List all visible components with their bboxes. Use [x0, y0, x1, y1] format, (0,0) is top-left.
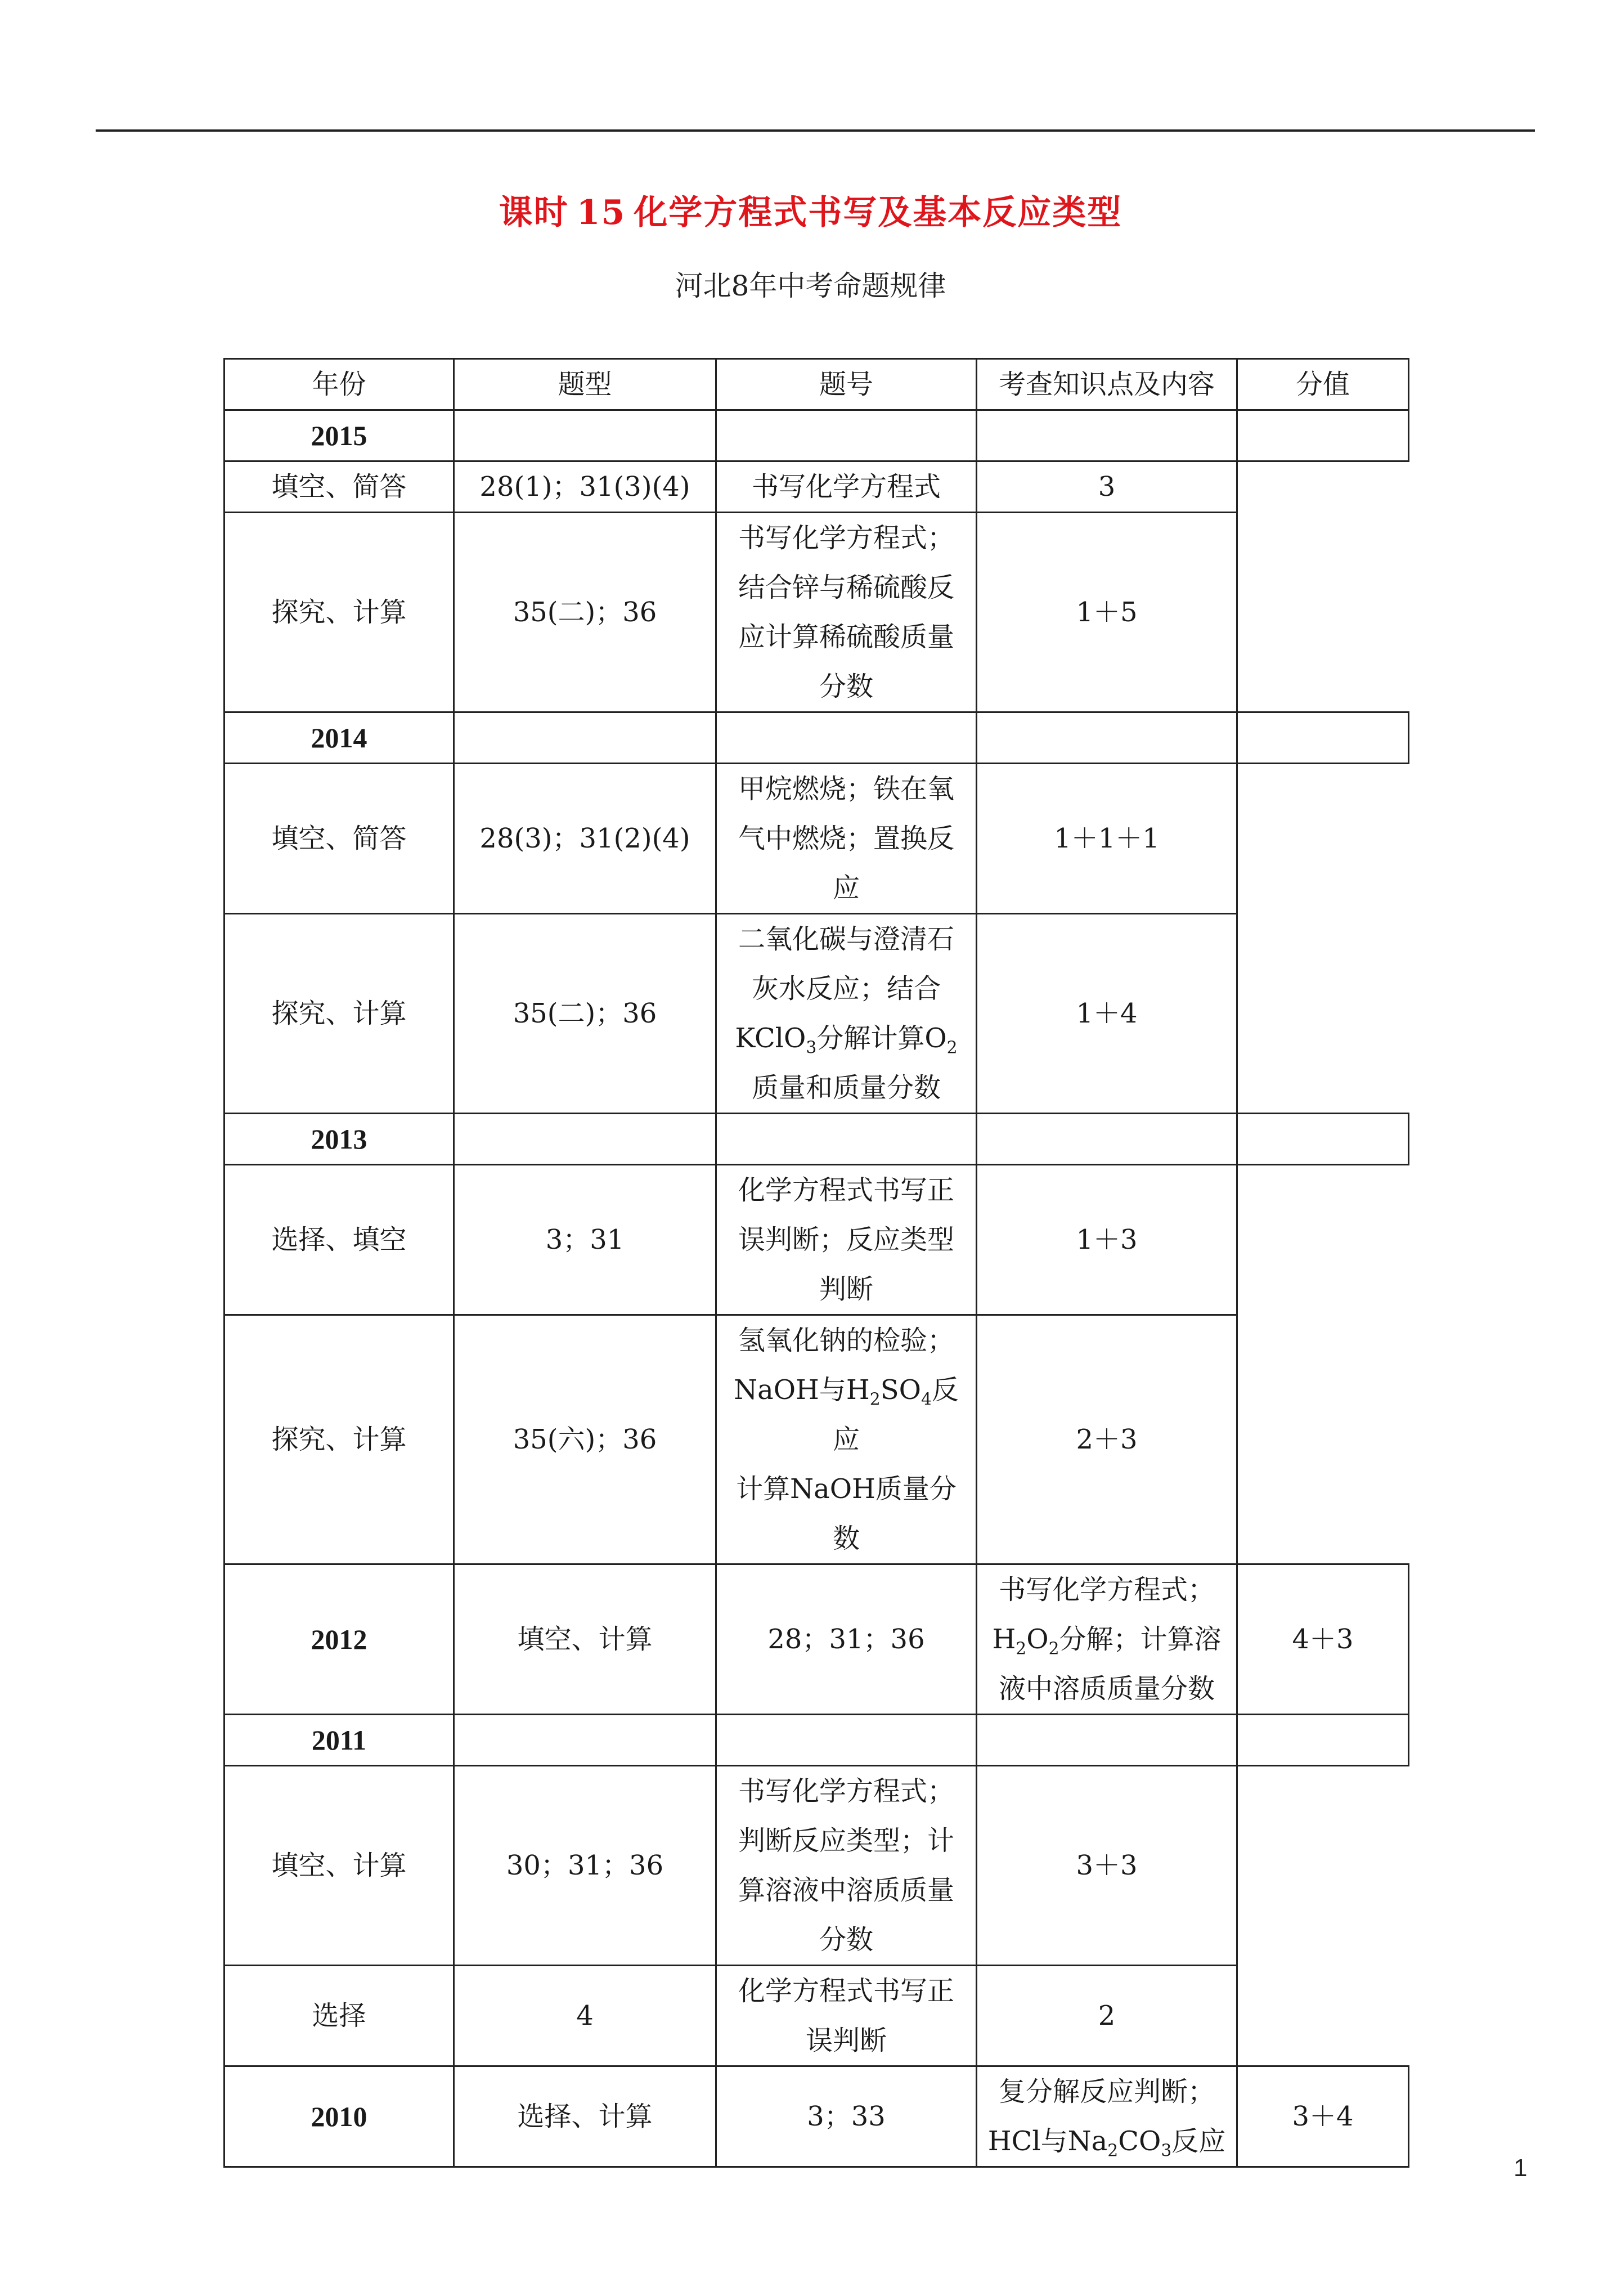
content-line: 判断 — [819, 1273, 873, 1305]
content-line: 二氧化碳与澄清石 — [738, 923, 954, 955]
cell-type — [454, 1715, 716, 1766]
cell-type: 选择、填空 — [224, 1165, 454, 1315]
content-line: 分数 — [819, 671, 873, 702]
cell-year: 2010 — [224, 2066, 454, 2167]
cell-content — [977, 1114, 1237, 1165]
cell-year: 2014 — [224, 712, 454, 764]
content-line: 书写化学方程式； — [738, 522, 954, 554]
title-text: 化学方程式书写及基本反应类型 — [634, 193, 1122, 232]
header-number: 题号 — [716, 359, 977, 410]
cell-number — [716, 410, 977, 461]
cell-year: 2012 — [224, 1564, 454, 1715]
cell-number: 4 — [454, 1966, 716, 2066]
cell-number: 28(1)；31(3)(4) — [454, 461, 716, 513]
title-prefix: 课时 — [499, 193, 569, 232]
content-line: 甲烷燃烧；铁在氧 — [738, 773, 954, 805]
cell-score: 3＋3 — [977, 1766, 1237, 1966]
cell-content — [716, 513, 977, 712]
cell-content — [977, 712, 1237, 764]
cell-type: 探究、计算 — [224, 1315, 454, 1564]
content-line: 计算NaOH质量分 — [736, 1473, 957, 1505]
content-line: 书写化学方程式； — [998, 1574, 1215, 1606]
cell-number: 30；31；36 — [454, 1766, 716, 1966]
cell-content — [977, 2066, 1237, 2167]
cell-score — [1237, 1114, 1409, 1165]
cell-score: 2 — [977, 1966, 1237, 2066]
content-line: 分数 — [819, 1924, 873, 1956]
cell-type: 填空、计算 — [454, 1564, 716, 1715]
content-line: 书写化学方程式 — [751, 471, 941, 503]
cell-type — [454, 712, 716, 764]
table-row — [224, 2066, 1409, 2167]
cell-score: 1＋4 — [977, 914, 1237, 1114]
cell-score: 1＋3 — [977, 1165, 1237, 1315]
table-year-row — [224, 712, 1409, 764]
cell-year: 2013 — [224, 1114, 454, 1165]
cell-type: 探究、计算 — [224, 513, 454, 712]
cell-number: 3；33 — [716, 2066, 977, 2167]
cell-year: 2015 — [224, 410, 454, 461]
content-line: KClO$_3$分解计算$O_2$ — [735, 1023, 958, 1058]
cell-number: 35(二)；36 — [454, 513, 716, 712]
content-line: 应 — [832, 872, 860, 904]
content-line: HCl与$Na_2CO_3$反应 — [987, 2125, 1226, 2161]
cell-content — [716, 764, 977, 914]
content-line: 氢氧化钠的检验； — [738, 1325, 954, 1356]
content-line: 数 — [832, 1523, 860, 1554]
cell-type: 填空、计算 — [224, 1766, 454, 1966]
content-line: 应计算稀硫酸质量 — [738, 621, 954, 653]
content-line: 液中溶质质量分数 — [998, 1673, 1215, 1705]
header-type: 题型 — [454, 359, 716, 410]
table-row — [224, 461, 1409, 513]
table-row — [224, 1165, 1409, 1315]
cell-number: 35(六)；36 — [454, 1315, 716, 1564]
cell-score: 1＋1＋1 — [977, 764, 1237, 914]
cell-content — [716, 461, 977, 513]
table-year-row — [224, 410, 1409, 461]
content-line: 灰水反应；结合 — [751, 973, 941, 1004]
cell-score: 3＋4 — [1237, 2066, 1409, 2167]
table-header-row — [224, 359, 1409, 410]
cell-content — [716, 1165, 977, 1315]
cell-score: 1＋5 — [977, 513, 1237, 712]
header-content: 考查知识点及内容 — [977, 359, 1237, 410]
table-row — [224, 1966, 1409, 2066]
content-line: 书写化学方程式； — [738, 1775, 954, 1807]
cell-type: 探究、计算 — [224, 914, 454, 1114]
table-year-row — [224, 1715, 1409, 1766]
content-line: 化学方程式书写正 — [738, 1975, 954, 2007]
content-line: 气中燃烧；置换反 — [738, 823, 954, 854]
cell-type: 填空、简答 — [224, 461, 454, 513]
header-year: 年份 — [224, 359, 454, 410]
page-subtitle: 河北8年中考命题规律 — [675, 270, 946, 302]
cell-number: 35(二)；36 — [454, 914, 716, 1114]
content-line: $H_2O_2$分解；计算溶 — [992, 1624, 1222, 1659]
cell-content — [977, 410, 1237, 461]
cell-number: 28(3)；31(2)(4) — [454, 764, 716, 914]
table-row — [224, 1564, 1409, 1715]
cell-number — [716, 1114, 977, 1165]
page-number: 1 — [1514, 2154, 1528, 2182]
cell-score: 3 — [977, 461, 1237, 513]
content-line: NaOH与$H_2SO_4$反应 — [734, 1374, 959, 1455]
cell-score: 2＋3 — [977, 1315, 1237, 1564]
cell-type — [454, 410, 716, 461]
cell-content — [716, 1766, 977, 1966]
table-row — [224, 914, 1409, 1114]
table-year-row — [224, 1114, 1409, 1165]
cell-number: 28；31；36 — [716, 1564, 977, 1715]
cell-year: 2011 — [224, 1715, 454, 1766]
cell-content — [716, 1315, 977, 1564]
exam-pattern-table — [223, 358, 1409, 2168]
page-title — [0, 186, 1621, 234]
table-row — [224, 1315, 1409, 1564]
table-row — [224, 1766, 1409, 1966]
content-line: 结合锌与稀硫酸反 — [738, 572, 954, 603]
header-score: 分值 — [1237, 359, 1409, 410]
cell-content — [716, 1966, 977, 2066]
content-line: 质量和质量分数 — [751, 1072, 941, 1104]
content-line: 复分解反应判断； — [998, 2076, 1215, 2107]
content-line: 误判断；反应类型 — [738, 1224, 954, 1255]
cell-content — [977, 1715, 1237, 1766]
top-rule — [96, 129, 1535, 132]
cell-score — [1237, 410, 1409, 461]
cell-type: 选择 — [224, 1966, 454, 2066]
cell-type: 填空、简答 — [224, 764, 454, 914]
title-number: 15 — [576, 193, 626, 232]
content-line: 算溶液中溶质质量 — [738, 1875, 954, 1906]
content-line: 化学方程式书写正 — [738, 1174, 954, 1206]
table-row — [224, 513, 1409, 712]
cell-number — [716, 712, 977, 764]
cell-score — [1237, 1715, 1409, 1766]
content-line: 误判断 — [805, 2025, 887, 2056]
cell-score: 4＋3 — [1237, 1564, 1409, 1715]
table-row — [224, 764, 1409, 914]
cell-content — [977, 1564, 1237, 1715]
cell-number: 3；31 — [454, 1165, 716, 1315]
cell-type — [454, 1114, 716, 1165]
cell-content — [716, 914, 977, 1114]
cell-number — [716, 1715, 977, 1766]
cell-score — [1237, 712, 1409, 764]
cell-type: 选择、计算 — [454, 2066, 716, 2167]
content-line: 判断反应类型；计 — [738, 1825, 954, 1856]
